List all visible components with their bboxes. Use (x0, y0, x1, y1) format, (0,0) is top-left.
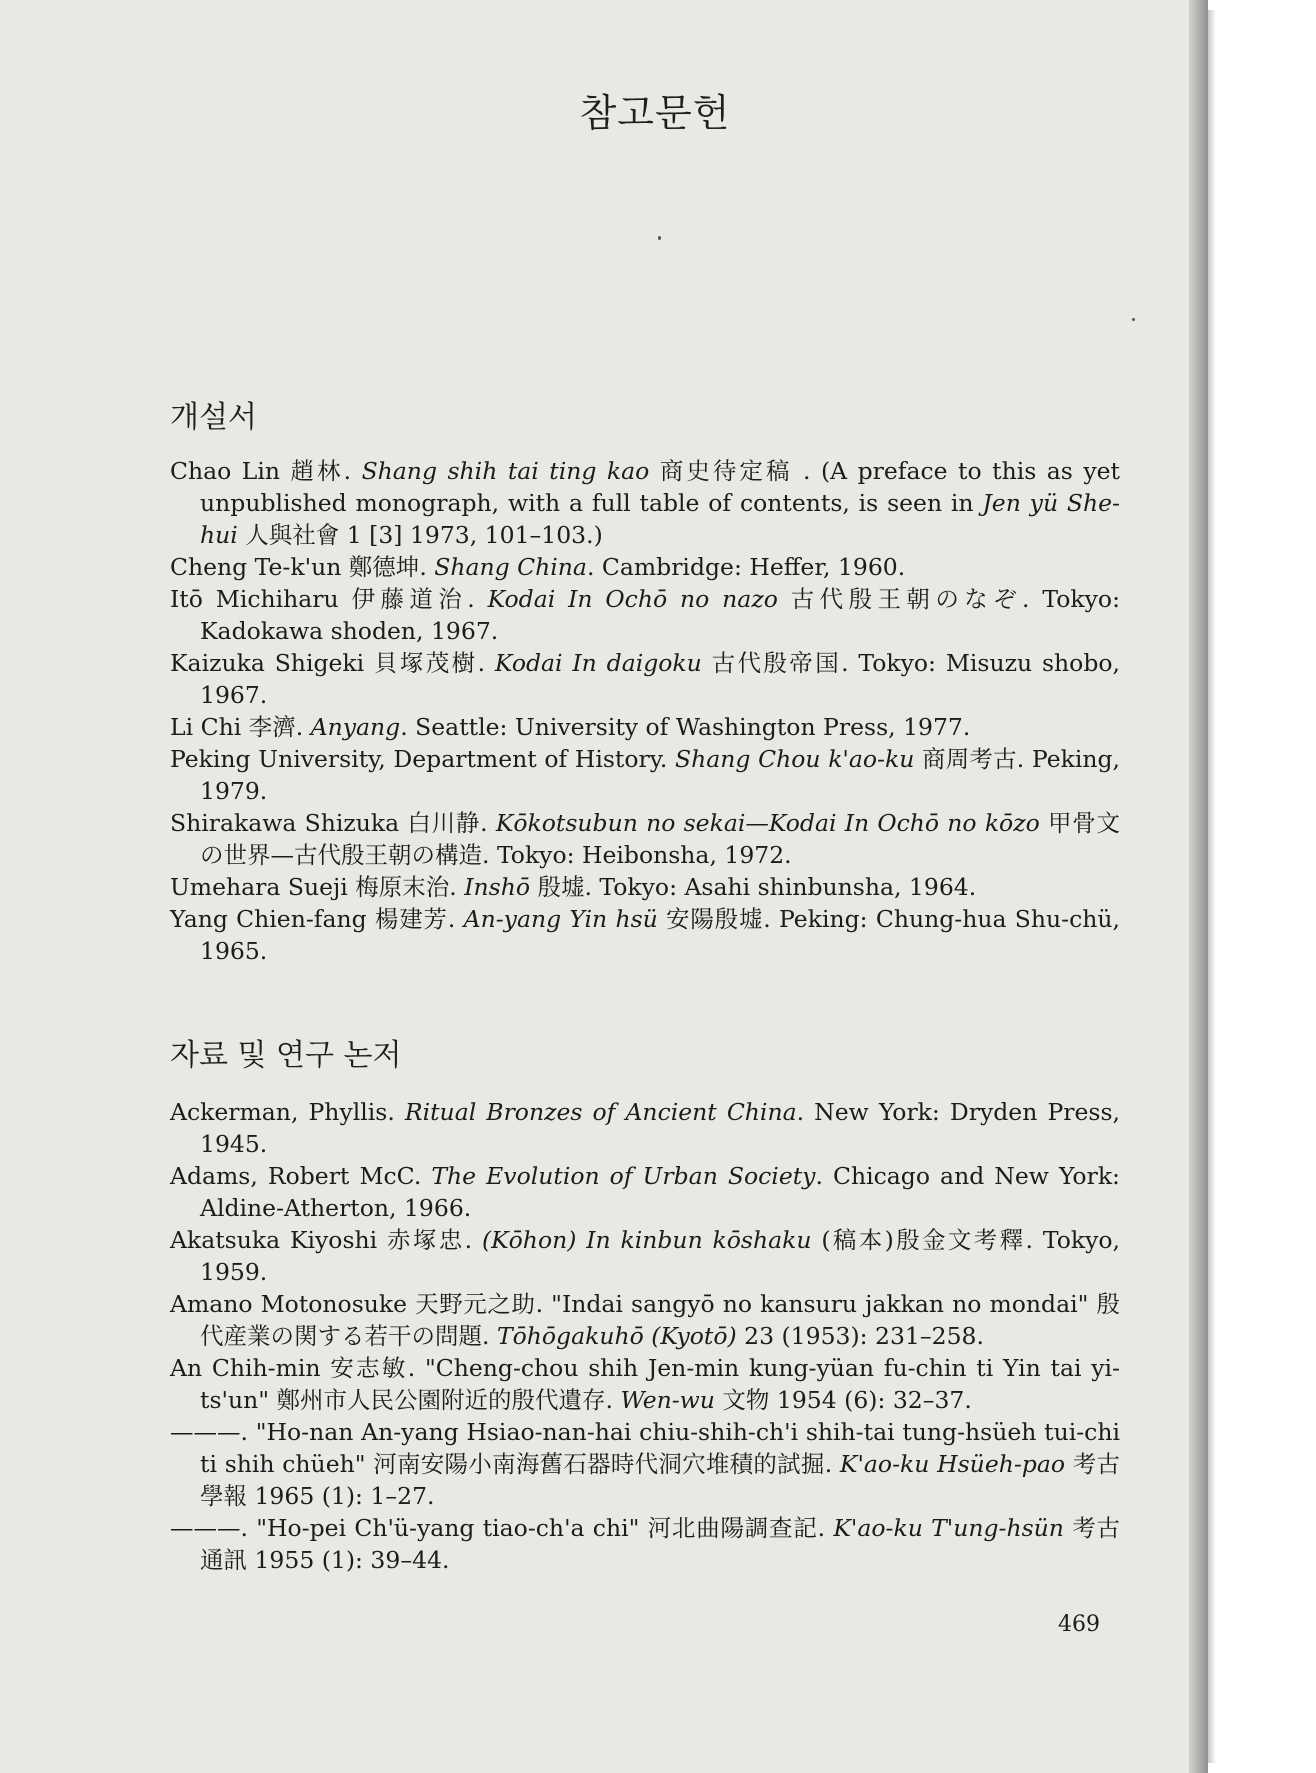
entry-title: Shang shih tai ting kao (361, 457, 650, 485)
entry-separator: . (413, 1162, 432, 1190)
bibliography-entry (170, 551, 1120, 583)
entry-details-extra: 考古學報 1965 (1): 1–27. (200, 1450, 1120, 1510)
entry-author: Shirakawa Shizuka 白川静 (170, 809, 481, 837)
bibliography-entry (170, 1160, 1120, 1224)
bibliography-list-sources (170, 1096, 1120, 1576)
bibliography-entry (170, 647, 1120, 711)
entry-details: "Cheng-chou shih Jen-min kung-yüan fu-chin ti Yin tai yi-ts'un" 鄭州市人民公園附近的殷代遺存. (200, 1354, 1120, 1414)
entry-title: Ritual Bronzes of Ancient China (404, 1098, 797, 1126)
entry-journal: Tōhōgakuhō (Kyotō) (496, 1322, 737, 1350)
paper-speck (1132, 318, 1135, 321)
entry-details-extra: 23 (1953): 231–258. (736, 1322, 984, 1350)
bibliography-entry (170, 1224, 1120, 1288)
entry-separator: . (480, 809, 496, 837)
entry-title: Shang China (434, 553, 587, 581)
bibliography-entry (170, 1416, 1120, 1512)
entry-details: 甲骨文の世界—古代殷王朝の構造. Tokyo: Heibonsha, 1972. (200, 809, 1120, 869)
entry-separator: . (447, 905, 464, 933)
entry-author: Adams, Robert McC (170, 1162, 414, 1190)
entry-separator: . (387, 1098, 405, 1126)
bibliography-entry (170, 711, 1120, 743)
bibliography-entry (170, 583, 1120, 647)
entry-author: Kaizuka Shigeki 貝塚茂樹 (170, 649, 478, 677)
section-heading-overview: 개설서 (170, 400, 257, 435)
entry-separator: . (407, 1354, 425, 1382)
entry-author: Akatsuka Kiyoshi 赤塚忠 (170, 1226, 465, 1254)
entry-title: The Evolution of Urban Society (431, 1162, 816, 1190)
bibliography-entry (170, 1352, 1120, 1416)
entry-title: An-yang Yin hsü (463, 905, 658, 933)
entry-title: (Kōhon) In kinbun kōshaku (481, 1226, 812, 1254)
entry-details: 古代殷帝国. Tokyo: Misuzu shobo, 1967. (200, 649, 1120, 709)
entry-details: 殷墟. Tokyo: Asahi shinbunsha, 1964. (530, 873, 977, 901)
bibliography-entry (170, 743, 1120, 807)
entry-details-extra: 考古通訊 1955 (1): 39–44. (200, 1514, 1120, 1574)
bibliography-entry (170, 455, 1120, 551)
entry-separator: . (419, 553, 435, 581)
entry-journal: K'ao-ku T'ung-hsün (833, 1514, 1064, 1542)
entry-journal: Wen-wu (620, 1386, 715, 1414)
entry-details: . Chicago and New York: Aldine-Atherton, 1966. (200, 1162, 1120, 1222)
entry-title: Inshō (464, 873, 530, 901)
entry-author: Chao Lin 趙林 (170, 457, 344, 485)
entry-author: ——— (170, 1514, 241, 1542)
entry-author: Yang Chien-fang 楊建芳 (170, 905, 448, 933)
entry-details: 安陽殷墟. Peking: Chung-hua Shu-chü, 1965. (200, 905, 1120, 965)
bibliography-entry (170, 1512, 1120, 1576)
page-edge (1190, 0, 1208, 1773)
entry-title: Kodai In Ochō no nazo (487, 585, 778, 613)
entry-author: Umehara Sueji 梅原末治 (170, 873, 450, 901)
entry-title: Anyang (310, 713, 401, 741)
entry-details: 商周考古. Peking, 1979. (200, 745, 1120, 805)
entry-details: "Ho-nan An-yang Hsiao-nan-hai chiu-shih-ch'i shih-tai tung-hsüeh tui-chi ti shih chüeh" 河南安陽小南海舊石器時代洞穴堆積的試掘. (200, 1418, 1120, 1478)
entry-separator: . (295, 713, 311, 741)
page-shadow (1208, 10, 1216, 1763)
bibliography-entry (170, 871, 1120, 903)
entry-details: 古代殷王朝のなぞ. Tokyo: Kadokawa shoden, 1967. (200, 585, 1120, 645)
entry-separator: . (240, 1514, 257, 1542)
entry-details-extra: 人與社會 1 [3] 1973, 101–103.) (237, 521, 603, 549)
entry-details: "Indai sangyō no kansuru jakkan no mondai" 殷代産業の関する若干の問題. (200, 1290, 1120, 1350)
entry-details-extra: 文物 1954 (6): 32–37. (714, 1386, 972, 1414)
bibliography-list-overview (170, 455, 1120, 967)
entry-details: . Cambridge: Heffer, 1960. (586, 553, 906, 581)
entry-journal: Jen yü She-hui (200, 489, 1120, 549)
entry-separator: . (464, 1226, 482, 1254)
entry-details: . New York: Dryden Press, 1945. (200, 1098, 1120, 1158)
entry-journal: K'ao-ku Hsüeh-pao (839, 1450, 1065, 1478)
entry-author: An Chih-min 安志敏 (170, 1354, 408, 1382)
entry-separator: . (343, 457, 362, 485)
page-number: 469 (1058, 1612, 1100, 1637)
entry-author: Itō Michiharu 伊藤道治 (170, 585, 468, 613)
entry-title: Kōkotsubun no sekai—Kodai In Ochō no kōzo (495, 809, 1040, 837)
entry-author: Cheng Te-k'un 鄭德坤 (170, 553, 420, 581)
entry-title: Shang Chou k'ao-ku (675, 745, 915, 773)
entry-separator: . (240, 1418, 256, 1446)
entry-details: (稿本)殷金文考釋. Tokyo, 1959. (200, 1226, 1120, 1286)
page-title: 참고문헌 (579, 91, 731, 135)
section-heading-sources: 자료 및 연구 논저 (170, 1038, 402, 1073)
entry-separator: . (659, 745, 676, 773)
entry-author: ——— (170, 1418, 241, 1446)
entry-separator: . (477, 649, 495, 677)
bibliography-entry (170, 903, 1120, 967)
bibliography-entry (170, 1288, 1120, 1352)
entry-author: Li Chi 李濟 (170, 713, 296, 741)
paper-speck (658, 236, 661, 240)
entry-details: 商史待定稿 . (A preface to this as yet unpublished monograph, with a full table of contents, is seen in (200, 457, 1120, 517)
entry-details: "Ho-pei Ch'ü-yang tiao-ch'a chi" 河北曲陽調查記. (256, 1514, 834, 1542)
bibliography-entry (170, 807, 1120, 871)
entry-author: Ackerman, Phyllis (170, 1098, 388, 1126)
entry-separator: . (467, 585, 488, 613)
entry-details: . Seattle: University of Washington Press, 1977. (400, 713, 971, 741)
entry-author: Amano Motonosuke 天野元之助 (170, 1290, 536, 1318)
bibliography-entry (170, 1096, 1120, 1160)
entry-author: Peking University, Department of History (170, 745, 660, 773)
entry-separator: . (449, 873, 465, 901)
entry-title: Kodai In daigoku (494, 649, 702, 677)
entry-separator: . (535, 1290, 552, 1318)
